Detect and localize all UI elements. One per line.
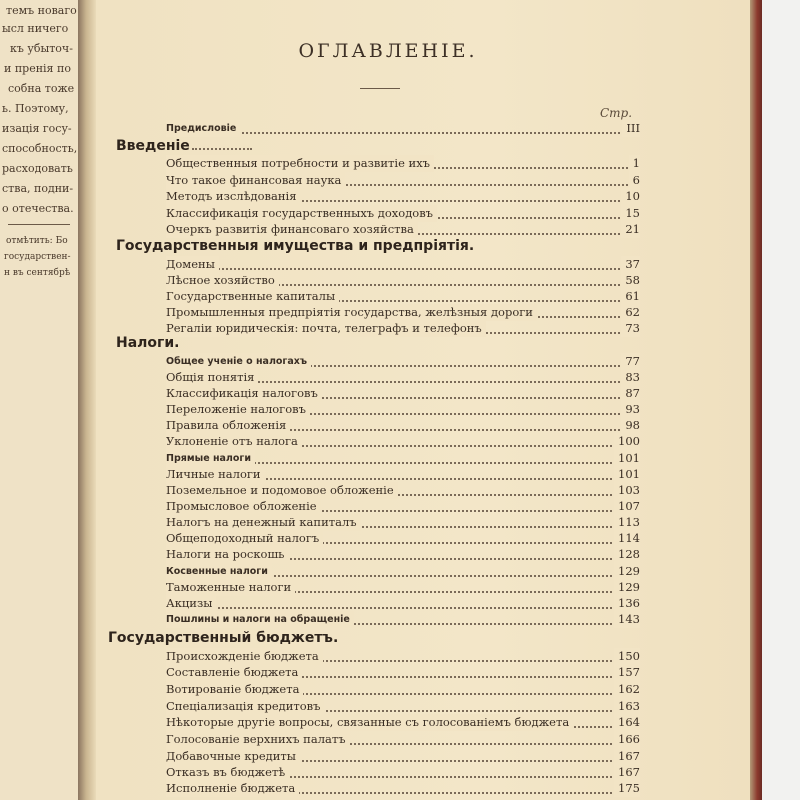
left-line: способность, (2, 142, 78, 155)
left-line: ь. Поэтому, (2, 102, 69, 115)
toc-entry-page: 167 (614, 764, 640, 781)
section-heading: Государственныя имущества и предпріятія. (116, 238, 475, 254)
toc-entry-label: Составленіе бюджета (166, 664, 302, 681)
left-line: и пренія по (4, 62, 71, 75)
left-line: собна тоже (8, 82, 75, 95)
toc-entry (166, 188, 640, 205)
toc-entry-label: Правила обложенія (166, 417, 290, 434)
toc-entry (166, 450, 640, 467)
toc-entry-label: Общеподоходный налогъ (166, 530, 323, 547)
toc-entry-label: Уклоненіе отъ налога (166, 433, 302, 450)
toc-entry (166, 681, 640, 698)
toc-entry (166, 780, 640, 797)
toc-entry (166, 433, 640, 450)
toc-entry (166, 120, 640, 137)
title-rule (360, 88, 400, 89)
toc-entry (166, 385, 640, 402)
toc-entry-page: 6 (629, 172, 640, 189)
toc-entry-label: Вотированіе бюджета (166, 681, 303, 698)
toc-entry-label: Спеціализація кредитовъ (166, 698, 324, 715)
left-line: темъ новаго (6, 4, 77, 17)
toc-entry-page: 21 (621, 221, 640, 238)
toc-entry-page: 73 (621, 320, 640, 337)
left-footnote-line: отмѣтить: Бо (6, 236, 68, 246)
toc-entry (166, 288, 640, 305)
left-line: ства, подни- (2, 182, 74, 195)
toc-entry-page: 114 (614, 530, 640, 547)
toc-entry-page: 100 (614, 433, 640, 450)
toc-entry (166, 648, 640, 665)
toc-entry (166, 698, 640, 715)
left-line: расходовать (2, 162, 73, 175)
toc-entry-label: Методъ изслѣдованія (166, 188, 300, 205)
toc-entry-label: Акцизы (166, 595, 216, 612)
section-heading: Налоги. (116, 335, 180, 351)
toc-entry (166, 221, 640, 238)
toc-entry-page: 101 (614, 466, 640, 483)
toc-entry (166, 579, 640, 596)
toc-entry-page: 93 (621, 401, 640, 418)
left-line: изація госу- (2, 122, 72, 135)
toc-entry (166, 731, 640, 748)
toc-entry (166, 714, 640, 731)
toc-entry-label: Прямые налоги (166, 450, 255, 467)
toc-entry-label: Происхожденіе бюджета (166, 648, 323, 665)
page-column-label: Стр. (600, 106, 633, 120)
toc-entry-label: Очеркъ развитія финансоваго хозяйства (166, 221, 418, 238)
toc-entry-page: 128 (614, 546, 640, 563)
toc-entry-label: Отказъ въ бюджетѣ (166, 764, 289, 781)
toc-entry-page: 163 (614, 698, 640, 715)
toc-entry-page: 157 (614, 664, 640, 681)
toc-entry (166, 595, 640, 612)
toc-entry-page: 143 (614, 611, 640, 628)
toc-entry-label: Таможенные налоги (166, 579, 295, 596)
toc-entry-page: 129 (614, 579, 640, 596)
toc-entry (166, 664, 640, 681)
toc-entry-page: 83 (621, 369, 640, 386)
toc-entry-page: 37 (621, 256, 640, 273)
toc-entry (166, 172, 640, 189)
left-line: къ убыточ- (10, 42, 73, 55)
toc-entry-label: Личные налоги (166, 466, 265, 483)
toc-entry-label: Косвенные налоги (166, 563, 272, 580)
toc-entry (166, 417, 640, 434)
section-heading: Государственный бюджетъ. (108, 630, 339, 646)
toc-entry-label: Пошлины и налоги на обращеніе (166, 611, 354, 628)
toc-entry-label: Общественныя потребности и развитіе ихъ (166, 155, 434, 172)
toc-entry-page: 136 (614, 595, 640, 612)
toc-entry-page: 164 (614, 714, 640, 731)
toc-entry (166, 401, 640, 418)
toc-entry-label: Государственные капиталы (166, 288, 339, 305)
left-line: ысл ничего (2, 22, 69, 35)
toc-entry-page: 62 (621, 304, 640, 321)
toc-entry-label: Нѣкоторые другіе вопросы, связанные съ голосованіемъ бюджета (166, 714, 573, 731)
section-heading: Введеніе (116, 138, 252, 154)
toc-entry (166, 155, 640, 172)
toc-entry (166, 466, 640, 483)
toc-entry (166, 530, 640, 547)
toc-entry-label: Что такое финансовая наука (166, 172, 345, 189)
toc-entry-page: 61 (621, 288, 640, 305)
toc-entry-label: Предисловіе (166, 120, 240, 137)
toc-entry-label: Лѣсное хозяйство (166, 272, 279, 289)
toc-entry-page: 113 (614, 514, 640, 531)
toc-entry-page: 167 (614, 748, 640, 765)
toc-entry-page: 175 (614, 780, 640, 797)
toc-entry-label: Домены (166, 256, 219, 273)
toc-entry-label: Добавочные кредиты (166, 748, 300, 765)
toc-entry-label: Общее ученіе о налогахъ (166, 353, 311, 370)
toc-entry-page: 107 (614, 498, 640, 515)
toc-entry-page: 166 (614, 731, 640, 748)
toc-entry-label: Поземельное и подомовое обложеніе (166, 482, 398, 499)
toc-entry-label: Исполненіе бюджета (166, 780, 299, 797)
toc-entry-page: 150 (614, 648, 640, 665)
toc-entry (166, 272, 640, 289)
toc-entry-page: 58 (621, 272, 640, 289)
toc-entry-label: Общія понятія (166, 369, 258, 386)
toc-entry (166, 320, 640, 337)
left-page (0, 0, 78, 800)
toc-entry-page: 87 (621, 385, 640, 402)
toc-entry (166, 764, 640, 781)
toc-entry (166, 498, 640, 515)
toc-entry (166, 304, 640, 321)
toc-entry-page: 1 (629, 155, 640, 172)
toc-entry-label: Голосованіе верхнихъ палатъ (166, 731, 350, 748)
toc-entry (166, 256, 640, 273)
toc-entry-label: Промысловое обложеніе (166, 498, 321, 515)
left-footnote-line: государствен- (4, 252, 71, 262)
toc-entry (166, 514, 640, 531)
book-gutter (78, 0, 96, 800)
toc-entry-page: 98 (621, 417, 640, 434)
toc-entry (166, 546, 640, 563)
left-line: о отечества. (2, 202, 74, 215)
toc-entry-label: Классификація налоговъ (166, 385, 322, 402)
toc-entry-page: 101 (614, 450, 640, 467)
page-title: ОГЛАВЛЕНІЕ. (298, 40, 478, 62)
toc-entry-page: 15 (621, 205, 640, 222)
toc-entry-label: Налоги на роскошь (166, 546, 288, 563)
toc-entry-page: 77 (621, 353, 640, 370)
toc-entry (166, 563, 640, 580)
toc-entry-label: Регаліи юридическія: почта, телеграфъ и телефонъ (166, 320, 486, 337)
toc-entry (166, 611, 640, 628)
toc-entry-page: III (622, 120, 640, 137)
toc-entry (166, 353, 640, 370)
toc-entry (166, 205, 640, 222)
toc-entry-label: Классификація государственныхъ доходовъ (166, 205, 437, 222)
book-cover-edge (750, 0, 762, 800)
toc-entry-page: 162 (614, 681, 640, 698)
left-footnote-line: н въ сентябрѣ (4, 268, 71, 278)
toc-entry-label: Налогъ на денежный капиталъ (166, 514, 361, 531)
toc-entry-page: 103 (614, 482, 640, 499)
toc-entry (166, 369, 640, 386)
toc-entry-label: Переложеніе налоговъ (166, 401, 310, 418)
toc-entry-page: 10 (621, 188, 640, 205)
backdrop (762, 0, 800, 800)
toc-entry-page: 129 (614, 563, 640, 580)
toc-entry (166, 482, 640, 499)
toc-entry (166, 748, 640, 765)
toc-entry-label: Промышленныя предпріятія государства, желѣзныя дороги (166, 304, 537, 321)
footnote-rule (8, 224, 70, 225)
